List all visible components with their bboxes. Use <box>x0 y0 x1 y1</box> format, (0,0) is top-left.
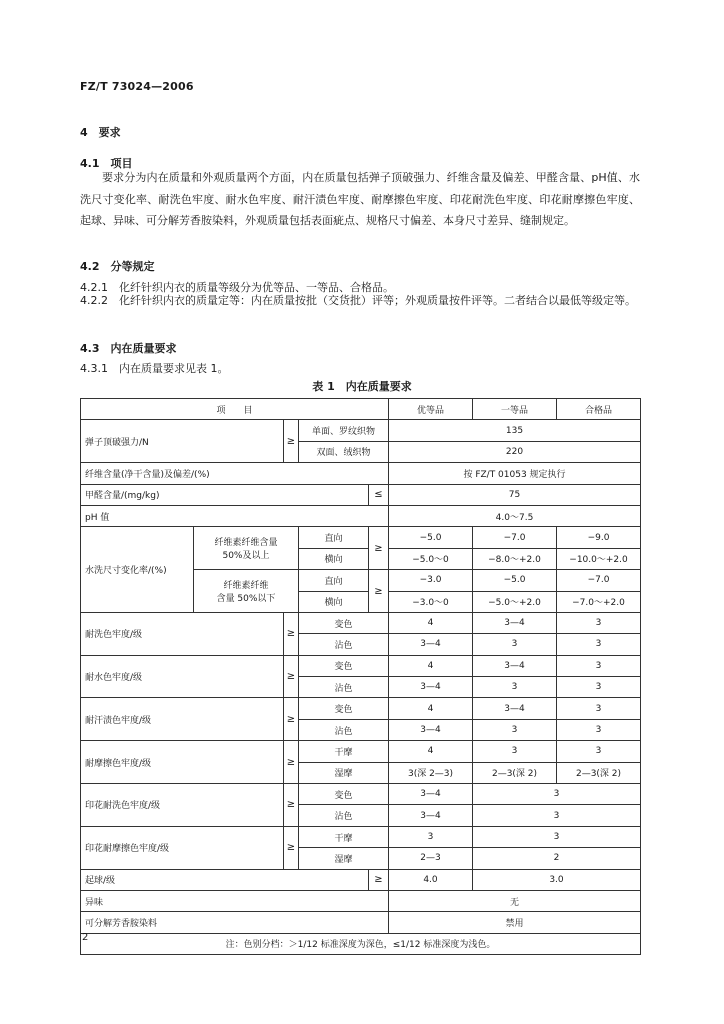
fiber-row <box>81 463 641 484</box>
cell: 3 <box>557 655 641 676</box>
cell: 3 <box>389 826 473 847</box>
cell: 3—4 <box>389 784 473 805</box>
bursting-sub-1: 单面、罗纹织物 <box>299 420 389 441</box>
cell: −7.0 <box>557 570 641 591</box>
cell: −5.0 <box>389 527 473 548</box>
wet-rub-label: 湿摩 <box>299 848 389 869</box>
color-change-label: 变色 <box>299 655 389 676</box>
quality-requirements-table <box>80 398 641 955</box>
shrinkage-group-1-line-1: 纤维素纤维含量 <box>214 538 278 549</box>
staining-label: 沾色 <box>299 805 389 826</box>
pilling-row <box>81 869 641 890</box>
cell: −5.0 <box>473 570 557 591</box>
color-change-label: 变色 <box>299 784 389 805</box>
dry-rub-label: 干摩 <box>299 826 389 847</box>
section-4-2-2-text: 4.2.2 化纤针织内衣的质量定等：内在质量按批（交货批）评等；外观质量按件评等。二者结合以最低等级定等。 <box>80 294 636 307</box>
water-fastness-label: 耐水色牢度/级 <box>81 655 284 698</box>
table-header-row <box>81 399 641 420</box>
bursting-cmp: ≥ <box>284 420 299 463</box>
table-note: 注：色别分档：＞1/12 标准深度为深色，≤1/12 标准深度为浅色。 <box>81 933 641 954</box>
sweat-fastness-label: 耐汗渍色牢度/级 <box>81 698 284 741</box>
shrinkage-group-2 <box>194 570 299 613</box>
header-item: 项 目 <box>81 399 389 420</box>
page-number: 2 <box>82 932 89 943</box>
cell: −7.0～+2.0 <box>557 591 641 612</box>
rub-fastness-cmp: ≥ <box>284 741 299 784</box>
shrinkage-transverse-label: 横向 <box>299 591 369 612</box>
cell: 3 <box>557 698 641 719</box>
shrinkage-straight-label: 直向 <box>299 527 369 548</box>
formaldehyde-val: 75 <box>389 484 641 505</box>
cell: 3 <box>473 741 557 762</box>
bursting-row-1 <box>81 420 641 441</box>
cell: −5.0～+2.0 <box>473 591 557 612</box>
cell: 3 <box>557 612 641 633</box>
cell: −10.0～+2.0 <box>557 548 641 569</box>
cell: 3(深 2—3) <box>389 762 473 783</box>
print-rub-label: 印花耐摩擦色牢度/级 <box>81 826 284 869</box>
pilling-cmp: ≥ <box>369 869 389 890</box>
print-rub-cmp: ≥ <box>284 826 299 869</box>
cell: 3 <box>473 784 641 805</box>
formaldehyde-label: 甲醛含量/(mg/kg) <box>81 484 369 505</box>
cell: 3—4 <box>389 677 473 698</box>
cell: 3—4 <box>473 612 557 633</box>
cell: 3—4 <box>473 698 557 719</box>
color-change-label: 变色 <box>299 698 389 719</box>
cell: −3.0 <box>389 570 473 591</box>
cell: 3—4 <box>389 634 473 655</box>
cell: 4 <box>389 741 473 762</box>
cell: −3.0～0 <box>389 591 473 612</box>
cell: 2—3 <box>389 848 473 869</box>
cell: 3—4 <box>389 719 473 740</box>
shrinkage-group-2-line-2: 含量 50%以下 <box>216 594 276 605</box>
cell: −9.0 <box>557 527 641 548</box>
shrinkage-cmp-1: ≥ <box>369 527 389 570</box>
cell: −5.0～0 <box>389 548 473 569</box>
rub-fastness-label: 耐摩擦色牢度/级 <box>81 741 284 784</box>
wet-rub-label: 湿摩 <box>299 762 389 783</box>
section-4-1-title: 4.1 项目 <box>80 157 133 170</box>
staining-label: 沾色 <box>299 634 389 655</box>
shrinkage-row-1 <box>81 527 641 548</box>
sweat-fastness-row-1 <box>81 698 641 719</box>
amine-val: 禁用 <box>389 912 641 933</box>
standard-code: FZ/T 73024—2006 <box>80 80 194 93</box>
cell: 4.0 <box>389 869 473 890</box>
formaldehyde-row <box>81 484 641 505</box>
shrinkage-group-2-line-1: 纤维素纤维 <box>223 581 269 592</box>
print-wash-label: 印花耐洗色牢度/级 <box>81 784 284 827</box>
wash-fastness-label: 耐洗色牢度/级 <box>81 612 284 655</box>
cell: 3 <box>557 741 641 762</box>
section-4-2-title: 4.2 分等规定 <box>80 260 155 273</box>
formaldehyde-cmp: ≤ <box>369 484 389 505</box>
table-title: 表 1 内在质量要求 <box>312 380 412 393</box>
fiber-val: 按 FZ/T 01053 规定执行 <box>389 463 641 484</box>
shrinkage-group-1-line-2: 50%及以上 <box>222 551 270 562</box>
print-wash-cmp: ≥ <box>284 784 299 827</box>
rub-fastness-row-1 <box>81 741 641 762</box>
color-change-label: 变色 <box>299 612 389 633</box>
cell: 2—3(深 2) <box>557 762 641 783</box>
cell: 3 <box>473 826 641 847</box>
cell: 3 <box>473 805 641 826</box>
wash-fastness-cmp: ≥ <box>284 612 299 655</box>
shrinkage-label: 水洗尺寸变化率/(%) <box>81 527 194 613</box>
staining-label: 沾色 <box>299 719 389 740</box>
cell: 3—4 <box>473 655 557 676</box>
shrinkage-group-1 <box>194 527 299 570</box>
cell: 4 <box>389 655 473 676</box>
pilling-label: 起球/级 <box>81 869 369 890</box>
cell: −8.0～+2.0 <box>473 548 557 569</box>
cell: −7.0 <box>473 527 557 548</box>
amine-label: 可分解芳香胺染料 <box>81 912 389 933</box>
bursting-val-2: 220 <box>389 441 641 462</box>
staining-label: 沾色 <box>299 677 389 698</box>
print-wash-row-1 <box>81 784 641 805</box>
cell: 3 <box>473 719 557 740</box>
cell: 3 <box>557 677 641 698</box>
cell: 3 <box>473 677 557 698</box>
cell: 3 <box>557 634 641 655</box>
water-fastness-row-1 <box>81 655 641 676</box>
ph-val: 4.0～7.5 <box>389 505 641 526</box>
cell: 3.0 <box>473 869 641 890</box>
bursting-label: 弹子顶破强力/N <box>81 420 284 463</box>
cell: 4 <box>389 698 473 719</box>
cell: 3—4 <box>389 805 473 826</box>
section-4-3-1-text: 4.3.1 内在质量要求见表 1。 <box>80 362 229 375</box>
water-fastness-cmp: ≥ <box>284 655 299 698</box>
bursting-val-1: 135 <box>389 420 641 441</box>
print-rub-row-1 <box>81 826 641 847</box>
cell: 2 <box>473 848 641 869</box>
header-grade-superior: 优等品 <box>389 399 473 420</box>
shrinkage-cmp-2: ≥ <box>369 570 389 613</box>
odor-label: 异味 <box>81 890 389 911</box>
cell: 3 <box>473 634 557 655</box>
shrinkage-transverse-label: 横向 <box>299 548 369 569</box>
ph-label: pH 值 <box>81 505 389 526</box>
section-4-2-1-text: 4.2.1 化纤针织内衣的质量等级分为优等品、一等品、合格品。 <box>80 281 394 294</box>
dry-rub-label: 干摩 <box>299 741 389 762</box>
shrinkage-straight-label: 直向 <box>299 570 369 591</box>
cell: 4 <box>389 612 473 633</box>
section-4-1-text: 要求分为内在质量和外观质量两个方面，内在质量包括弹子顶破强力、纤维含量及偏差、甲醛含量、pH值、水洗尺寸变化率、耐洗色牢度、耐水色牢度、耐汗渍色牢度、耐摩擦色牢度、印花耐洗色牢度、印花耐摩擦色牢度、起球、异味、可分解芳香胺染料，外观质量包括表面疵点、规格尺寸偏差、本身尺寸差异、缝制规定。 <box>80 171 640 227</box>
note-row <box>81 933 641 954</box>
odor-val: 无 <box>389 890 641 911</box>
wash-fastness-row-1 <box>81 612 641 633</box>
amine-row <box>81 912 641 933</box>
section-4-3-title: 4.3 内在质量要求 <box>80 342 177 355</box>
bursting-sub-2: 双面、绒织物 <box>299 441 389 462</box>
header-grade-qualified: 合格品 <box>557 399 641 420</box>
cell: 3 <box>557 719 641 740</box>
header-grade-first: 一等品 <box>473 399 557 420</box>
sweat-fastness-cmp: ≥ <box>284 698 299 741</box>
cell: 2—3(深 2) <box>473 762 557 783</box>
odor-row <box>81 890 641 911</box>
section-4-title: 4 要求 <box>80 126 121 139</box>
fiber-label: 纤维含量(净干含量)及偏差/(%) <box>81 463 389 484</box>
ph-row <box>81 505 641 526</box>
